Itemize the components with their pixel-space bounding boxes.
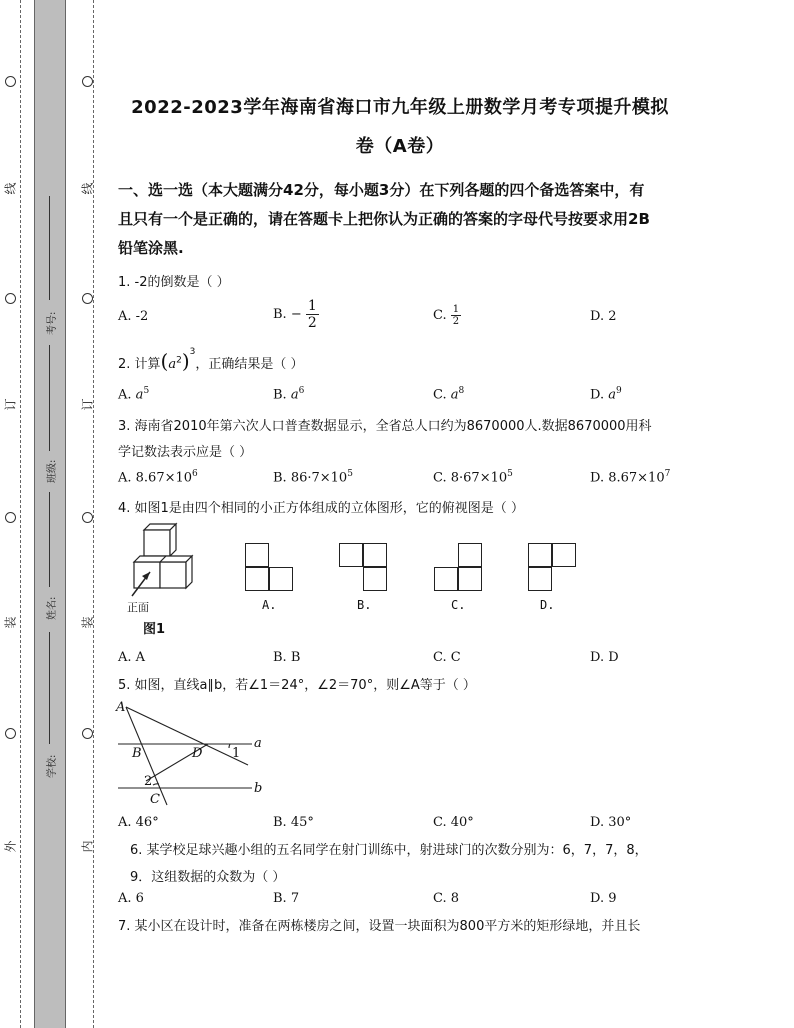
variable: a	[168, 357, 177, 372]
front-label: 正面	[127, 601, 149, 614]
exponent: 7	[664, 469, 671, 479]
binding-hole	[5, 76, 16, 87]
option-d[interactable]: D. 2	[590, 309, 617, 324]
question-stem: 1. -2的倒数是（ ）	[118, 275, 230, 290]
inner-cut-line	[93, 0, 94, 1028]
section-line: 铅笔涂黑.	[118, 239, 184, 257]
question-stem: 7. 某小区在设计时，准备在两栋楼房之间，设置一块面积为800平方米的矩形绿地，并且长	[118, 919, 641, 934]
variable: a	[608, 387, 616, 403]
figure-label: 图1	[143, 622, 166, 637]
fraction-denominator: 2	[307, 315, 317, 331]
question-stem: 9．这组数据的众数为（ ）	[130, 870, 286, 885]
fraction-numerator: 1	[452, 304, 460, 315]
option-text: C. 8·67×10	[433, 470, 508, 486]
question-stem: 3. 海南省2010年第六次人口普查数据显示，全省总人口约为8670000人.数据8670000用科	[118, 419, 652, 434]
question-stem: 6. 某学校足球兴趣小组的五名同学在射门训练中，射进球门的次数分别为：6，7，7，8，	[130, 843, 648, 858]
option-a[interactable]	[118, 469, 198, 485]
grid-cell	[458, 567, 482, 591]
cube-figure	[122, 522, 202, 602]
option-prefix: C.	[433, 308, 447, 323]
binding-hole	[5, 728, 16, 739]
option-a[interactable]: A. 6	[118, 891, 144, 906]
option-a[interactable]	[118, 386, 149, 402]
school-label: 学校:	[47, 754, 58, 778]
exponent: 8	[458, 386, 465, 396]
paren-close: )	[181, 349, 190, 373]
grid-cell	[363, 567, 387, 591]
grid-cell	[339, 543, 363, 567]
grid-cell	[269, 567, 293, 591]
margin-char-zhuang: 装	[3, 616, 18, 629]
name-field[interactable]	[49, 492, 50, 587]
question-stem	[118, 347, 304, 373]
exam-number-field[interactable]	[49, 196, 50, 300]
exam-number-label: 考号:	[47, 311, 58, 335]
cube-face-front	[160, 562, 186, 588]
exponent: 3	[189, 347, 196, 357]
section-line: 一、选一选（本大题满分42分，每小题3分）在下列各题的四个备选答案中，有	[118, 181, 645, 199]
grid-cell	[528, 567, 552, 591]
option-c[interactable]	[433, 386, 464, 402]
option-b[interactable]	[273, 469, 353, 485]
grid-cell	[458, 543, 482, 567]
margin-char-xian: 线	[3, 182, 18, 195]
paren-open: (	[160, 349, 169, 373]
option-prefix: B.	[273, 387, 287, 403]
option-a[interactable]: A. A	[118, 650, 146, 665]
option-d[interactable]	[590, 469, 670, 485]
binding-hole	[5, 293, 16, 304]
fraction-numerator: 1	[307, 298, 317, 314]
option-d[interactable]: D. 30°	[590, 815, 632, 830]
fraction	[451, 304, 461, 327]
grid-cell	[528, 543, 552, 567]
fraction	[306, 298, 319, 331]
option-d[interactable]	[590, 386, 622, 402]
page-title: 2022-2023学年海南省海口市九年级上册数学月考专项提升模拟	[131, 97, 669, 118]
view-label: B.	[357, 598, 372, 612]
option-text: B. 86·7×10	[273, 470, 348, 486]
option-a[interactable]: A. 46°	[118, 815, 159, 830]
margin-char-xian: 线	[80, 182, 95, 195]
line-label: b	[254, 781, 263, 796]
margin-char-zhuang: 装	[80, 616, 95, 629]
angle-label: 2	[144, 774, 153, 789]
binding-hole	[82, 728, 93, 739]
outer-cut-line	[20, 0, 21, 1028]
grid-cell	[434, 567, 458, 591]
page-title-line2: 卷（A卷）	[355, 136, 445, 157]
line-label: a	[254, 736, 262, 751]
option-prefix: C.	[433, 387, 447, 403]
view-label: C.	[451, 598, 466, 612]
cube-face-side	[170, 524, 176, 556]
class-field[interactable]	[49, 345, 50, 451]
school-field[interactable]	[49, 632, 50, 744]
geometry-figure	[112, 697, 272, 809]
exponent: 5	[143, 386, 150, 396]
option-c[interactable]	[433, 469, 513, 485]
option-a[interactable]: A. -2	[118, 309, 149, 324]
margin-char-nei: 内	[80, 840, 95, 853]
binding-hole	[82, 293, 93, 304]
option-text: A. 8.67×10	[118, 470, 193, 486]
section-line: 且只有一个是正确的，请在答题卡上把你认为正确的答案的字母代号按要求用2B	[118, 210, 650, 228]
option-b[interactable]: B. B	[273, 650, 301, 665]
cube-face-side	[186, 556, 192, 588]
option-prefix: D.	[590, 387, 605, 403]
option-b[interactable]	[273, 386, 304, 402]
point-label: B	[132, 746, 142, 761]
variable: a	[135, 387, 144, 403]
option-c[interactable]	[433, 304, 461, 327]
exponent: 6	[192, 469, 198, 479]
grid-cell	[363, 543, 387, 567]
name-label: 姓名:	[47, 596, 58, 620]
cube-face-front	[144, 530, 170, 556]
gray-strip	[34, 0, 66, 1028]
exponent: 2	[176, 355, 182, 366]
margin-char-ding: 订	[80, 398, 95, 411]
grid-cell	[245, 567, 269, 591]
stem-suffix: ，正确结果是（ ）	[195, 357, 304, 372]
binding-hole	[82, 76, 93, 87]
fraction-denominator: 2	[452, 316, 460, 327]
option-d[interactable]: D. D	[590, 650, 619, 665]
option-d[interactable]: D. 9	[590, 891, 617, 906]
point-label: D	[192, 746, 203, 761]
view-label: D.	[540, 598, 555, 612]
option-b[interactable]: B. 45°	[273, 815, 314, 830]
margin-char-wai: 外	[3, 840, 18, 853]
exponent: 6	[298, 386, 305, 396]
exponent: 5	[347, 469, 353, 479]
angle-label: 1	[232, 746, 241, 761]
binding-hole	[82, 512, 93, 523]
option-prefix: A.	[118, 387, 132, 403]
grid-cell	[552, 543, 576, 567]
view-label: A.	[262, 598, 277, 612]
point-label: A	[116, 700, 126, 715]
stem-prefix: 2. 计算	[118, 357, 161, 372]
question-stem: 4. 如图1是由四个相同的小正方体组成的立体图形，它的俯视图是（ ）	[118, 501, 524, 516]
exponent: 9	[616, 386, 622, 396]
question-stem: 学记数法表示应是（ ）	[118, 445, 253, 460]
option-c[interactable]: C. 40°	[433, 815, 474, 830]
variable: a	[450, 387, 459, 403]
binding-hole	[5, 512, 16, 523]
exponent: 5	[507, 469, 513, 479]
option-prefix: B. −	[273, 307, 302, 322]
margin-char-ding: 订	[3, 398, 18, 411]
point-label: C	[150, 792, 160, 807]
angle-1-arc	[229, 744, 230, 748]
option-c[interactable]: C. 8	[433, 891, 460, 906]
class-label: 班级:	[47, 459, 58, 483]
option-c[interactable]: C. C	[433, 650, 461, 665]
question-stem: 5. 如图，直线a∥b，若∠1＝24°，∠2＝70°，则∠A等于（ ）	[118, 678, 476, 693]
option-b[interactable]: B. 7	[273, 891, 300, 906]
grid-cell	[245, 543, 269, 567]
option-text: D. 8.67×10	[590, 470, 665, 486]
option-b[interactable]	[273, 298, 319, 331]
variable: a	[290, 387, 299, 403]
